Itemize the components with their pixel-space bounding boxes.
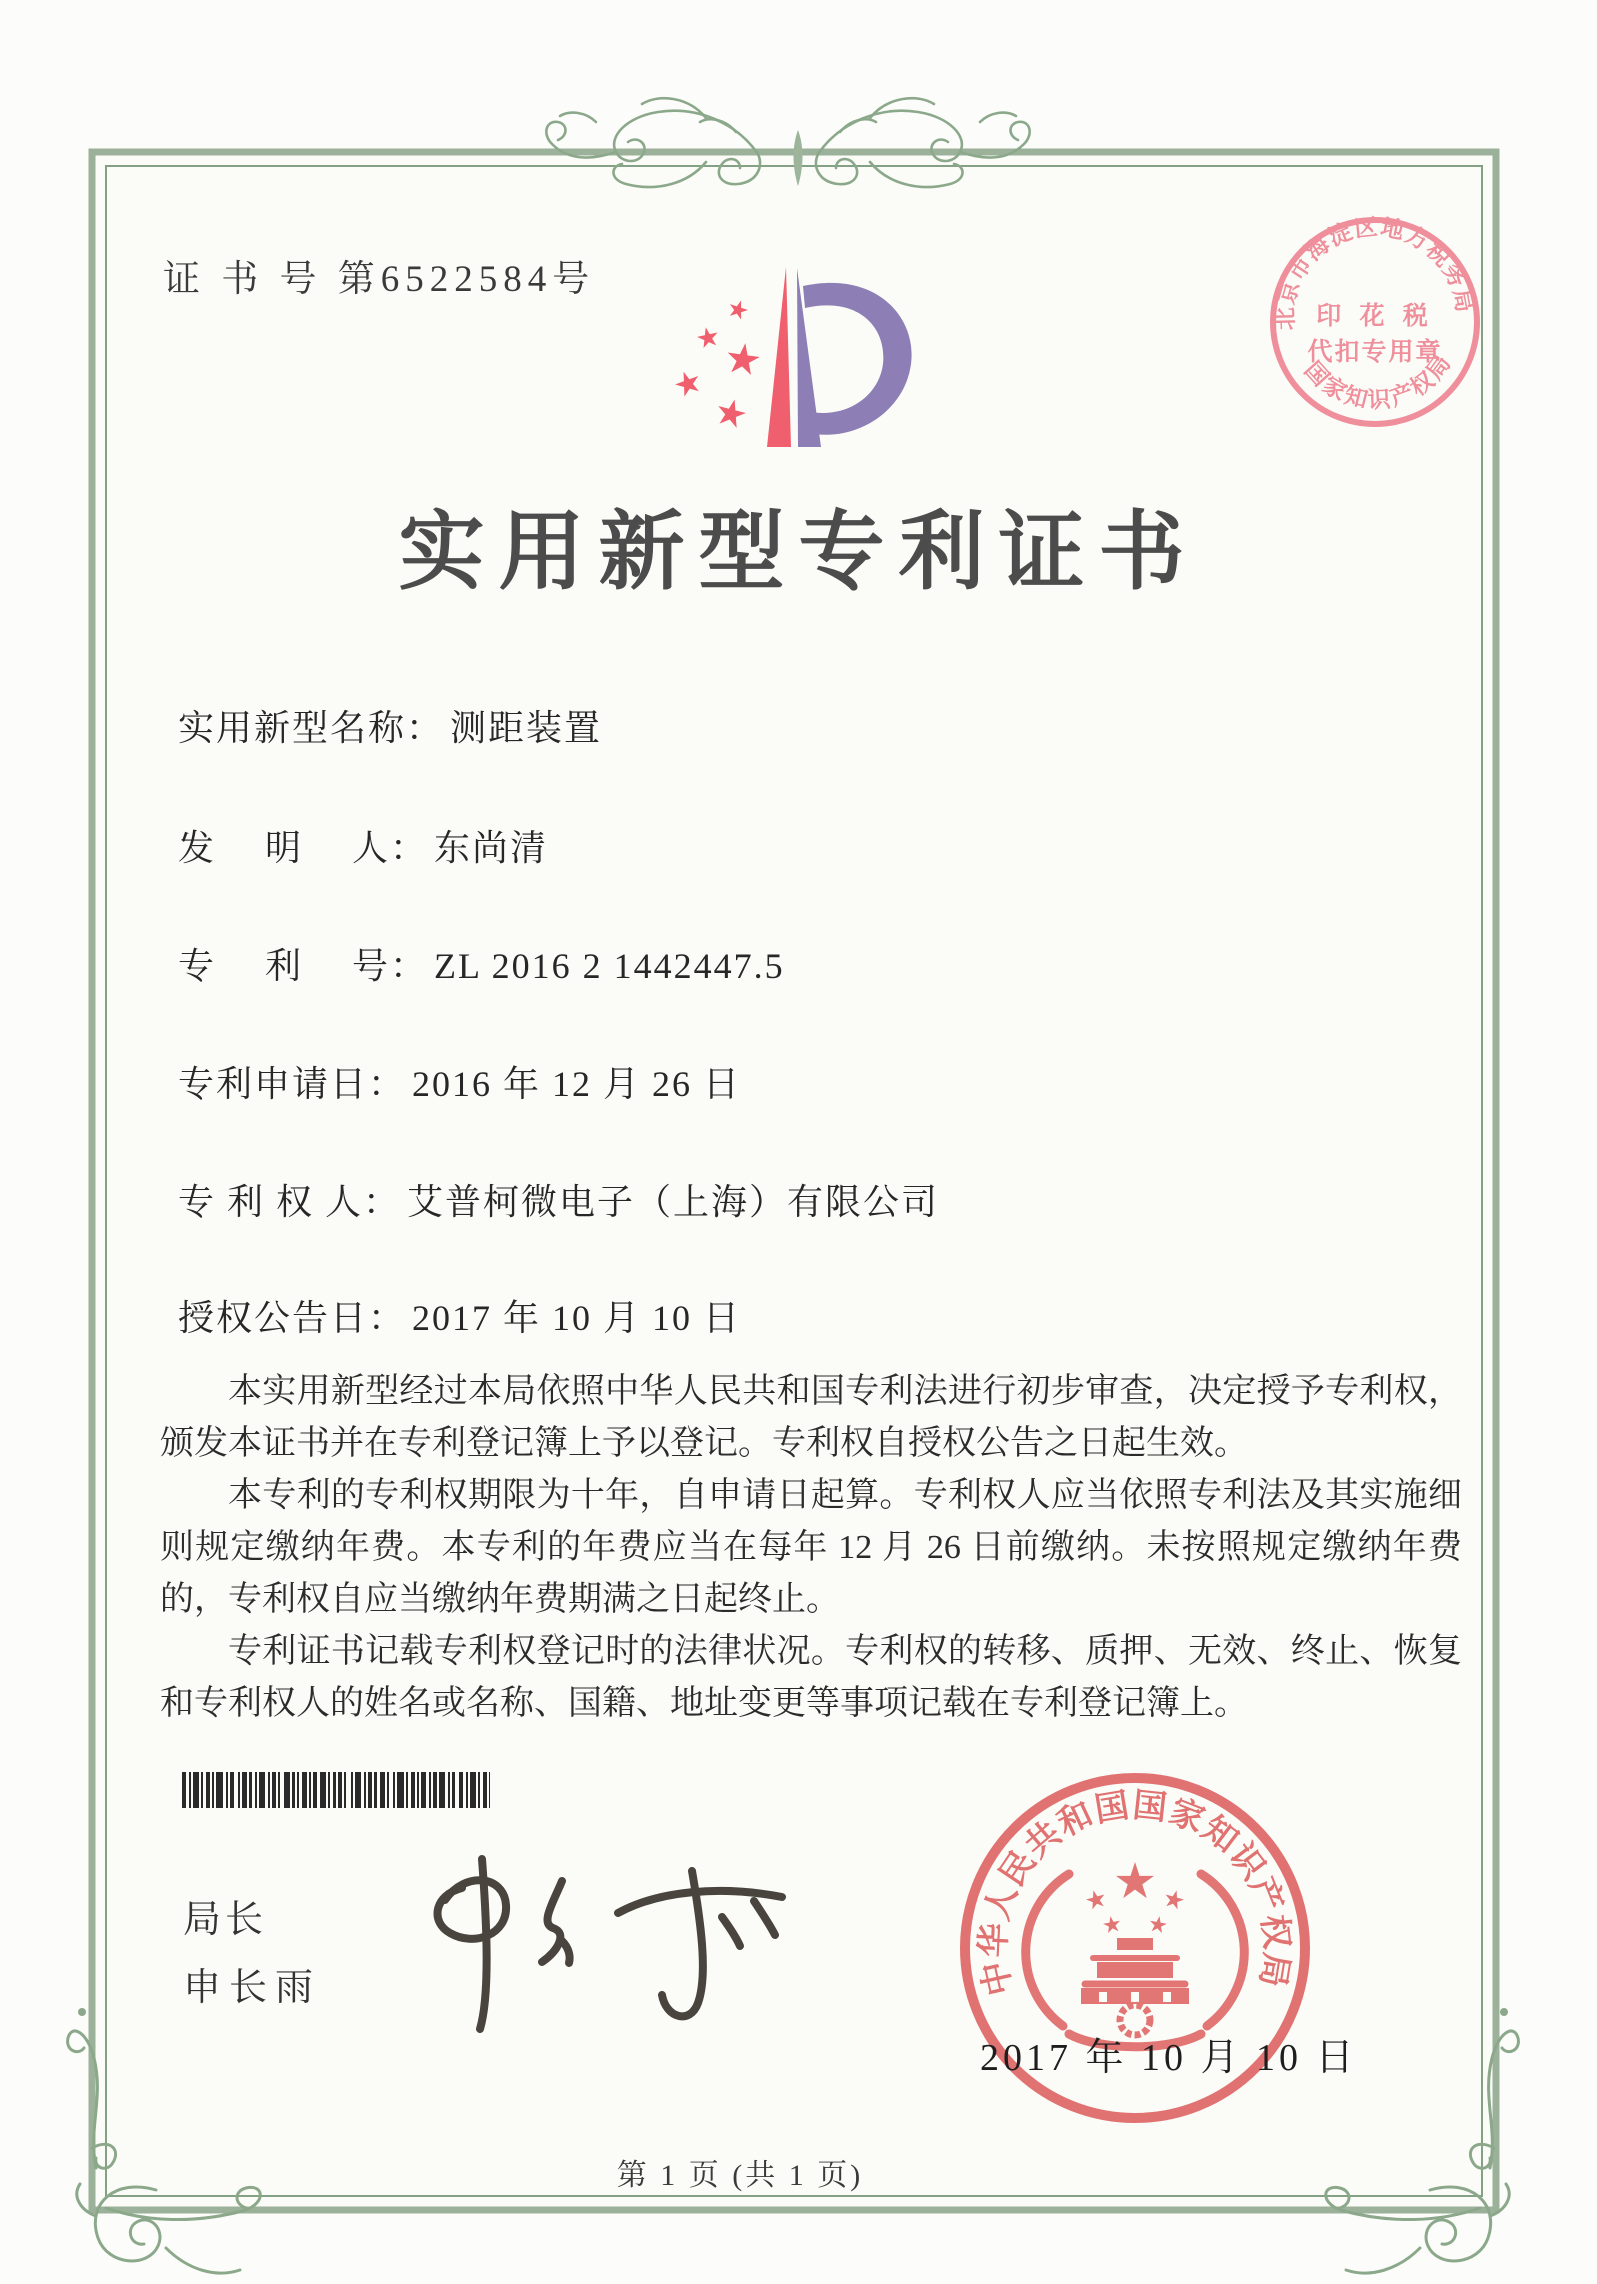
field-label: 专利申请日： [178, 1064, 407, 1104]
national-emblem [1026, 1862, 1245, 2047]
paragraph-grant: 本实用新型经过本局依照中华人民共和国专利法进行初步审查，决定授予专利权，颁发本证书并在专利登记簿上予以登记。专利权自授权公告之日起生效。 [160, 1373, 1462, 1462]
field-value: 艾普柯微电子（上海）有限公司 [407, 1182, 940, 1222]
logo-stars [672, 298, 761, 430]
tax-stamp-arc-top: 北京市海淀区地方税务局 [1272, 214, 1478, 331]
barcode [180, 1772, 492, 1808]
field-label: 实用新型名称： [178, 708, 445, 748]
tax-stamp-line1: 印 花 税 [1316, 303, 1434, 330]
issue-date: 2017 年 10 月 10 日 [980, 2037, 1358, 2079]
field-row-utility-model-name [178, 700, 602, 751]
officer-title: 局长 [183, 1899, 268, 1941]
tax-stamp [1265, 212, 1485, 432]
field-label: 专 利 权 人： [178, 1182, 402, 1222]
field-value: 测距装置 [450, 708, 603, 748]
field-value: 东尚清 [434, 828, 549, 868]
field-row-filing-date [178, 1056, 741, 1107]
officer-name: 申长雨 [183, 1967, 322, 2009]
field-row-inventor [178, 820, 548, 871]
tax-stamp-arc-bottom: 国家知识产权局 [1299, 350, 1456, 413]
certificate-title: 实用新型专利证书 [398, 504, 1199, 600]
tax-stamp-line2: 代扣专用章 [1307, 339, 1443, 366]
field-value: 2017 年 10 月 10 日 [412, 1298, 742, 1338]
paragraph-term-fees: 本专利的专利权期限为十年，自申请日起算。专利权人应当依照专利法及其实施细则规定缴纳年费。本专利的年费应当在每年 12 月 26 日前缴纳。未按照规定缴纳年费的，专利权自应当缴纳年费期满之日起终止。 [160, 1477, 1462, 1618]
field-label: 专 利 号： [178, 946, 429, 986]
certificate-number: 证 书 号 第6522584号 [163, 259, 596, 300]
office-seal [945, 1758, 1325, 2138]
logo-purple-p-bowl [803, 283, 912, 435]
field-label: 授权公告日： [178, 1298, 407, 1338]
legal-text-block [160, 1366, 1462, 1730]
field-row-patentee [178, 1174, 939, 1225]
officer-signature [390, 1845, 810, 2045]
paragraph-register: 专利证书记载专利权登记时的法律状况。专利权的转移、质押、无效、终止、恢复和专利权人的姓名或名称、国籍、地址变更等事项记载在专利登记簿上。 [160, 1633, 1462, 1722]
field-value: 2016 年 12 月 26 日 [412, 1064, 742, 1104]
field-row-patent-number [178, 938, 785, 989]
field-row-grant-date [178, 1290, 741, 1341]
field-label: 发 明 人： [178, 828, 429, 868]
logo-red-wedge [767, 267, 791, 447]
cnipa-patent-logo-icon [645, 238, 935, 468]
field-value: ZL 2016 2 1442447.5 [434, 946, 785, 986]
office-seal-arc-text: 中华人民共和国国家知识产权局 [975, 1787, 1295, 1999]
page-number-footer: 第 1 页 (共 1 页) [616, 2159, 864, 2192]
